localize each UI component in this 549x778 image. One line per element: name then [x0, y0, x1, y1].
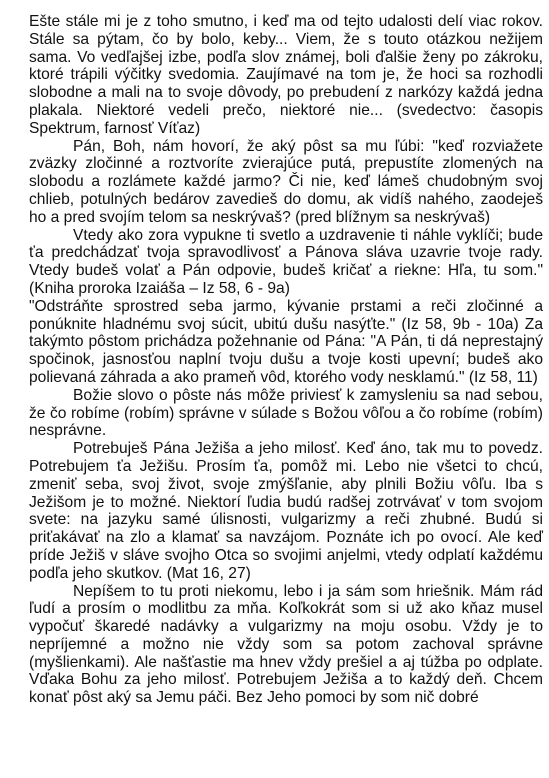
- paragraph-7: Nepíšem to tu proti niekomu, lebo i ja sám som hriešnik. Mám rád ľudí a prosím o modlitbu za mňa. Koľkokrát som si už ako kňaz musel vypočuť škaredé nadávky a vulgarizmy na moju osobu. Vždy je to nepríjemné a možno nie vždy som sa potom zachoval správne (myšlienkami). Ale našťastie ma hnev vždy prešiel a aj túžba po odplate. Vďaka Bohu za jeho milosť. Potrebujem Ježiša a to každý deň. Chcem konať pôst aký sa Jemu páči. Bez Jeho pomoci by som nič dobré: [29, 582, 543, 707]
- paragraph-6: Potrebuješ Pána Ježiša a jeho milosť. Keď áno, tak mu to povedz. Potrebujem ťa Ježišu. Prosím ťa, pomôž mi. Lebo nie všetci to chcú, zmeniť seba, svoj život, svoje zmýšľanie, aby plnili Božiu vôľu. Iba s Ježišom je to možné. Niektorí ľudia budú radšej zotrvávať v tom svojom svete: na jazyku samé úlisnosti, vulgarizmy a reči zhubné. Budú si priťakávať na zlo a klamať sa navzájom. Poznáte ich po ovocí. Ale keď príde Ježiš v sláve svojho Otca so svojimi anjelmi, vtedy odplatí každému podľa jeho skutkov. (Mat 16, 27): [29, 440, 543, 582]
- document-body: [29, 13, 543, 707]
- paragraph-4: "Odstráňte sprostred seba jarmo, kývanie prstami a reči zločinné a ponúknite hladnému svoj súcit, ubitú dušu nasýťte." (Iz 58, 9b - 10a) Za takýmto pôstom prichádza požehnanie od Pána: "A Pán, ti dá neprestajný spočinok, jasnosťou naplní tvoju dušu a tvoje kosti upevní; budeš ako polievaná záhrada a ako prameň vôd, ktorého vody nesklamú." (Iz 58, 11): [29, 297, 543, 386]
- paragraph-5: Božie slovo o pôste nás môže priviesť k zamysleniu sa nad sebou, že čo robíme (robím) správne v súlade s Božou vôľou a čo robíme (robím) nesprávne.: [29, 386, 543, 440]
- paragraph-2: Pán, Boh, nám hovorí, že aký pôst sa mu ľúbi: "keď rozviažete zväzky zločinné a roztvoríte zvierajúce putá, prepustíte zlomených na slobodu a rozlámete každé jarmo? Či nie, keď lámeš chudobným svoj chlieb, potulných bedárov zavedieš do domu, ak vidíš nahého, zaodeješ ho a pred svojím telom sa neskrývaš? (pred blížnym sa neskrývaš): [29, 137, 543, 226]
- paragraph-1: Ešte stále mi je z toho smutno, i keď ma od tejto udalosti delí viac rokov. Stále sa pýtam, čo by bolo, keby... Viem, že s touto otázkou nežijem sama. Vo vedľajšej izbe, podľa slov známej, boli ďalšie ženy po zákroku, ktoré trápili výčitky svedomia. Zaujímavé na tom je, že hoci sa rozhodli slobodne a mali na to svoje dôvody, po prebudení z narkózy každá jedna plakala. Niektoré vedeli prečo, niektoré nie... (svedectvo: časopis Spektrum, farnosť Víťaz): [29, 13, 543, 137]
- paragraph-3: Vtedy ako zora vypukne ti svetlo a uzdravenie ti náhle vyklíči; bude ťa predchádzať tvoja spravodlivosť a Pánova sláva uzavrie tvoje rady. Vtedy budeš volať a Pán odpovie, budeš kričať a riekne: Hľa, tu som." (Kniha proroka Izaiáša – Iz 58, 6 - 9a): [29, 226, 543, 297]
